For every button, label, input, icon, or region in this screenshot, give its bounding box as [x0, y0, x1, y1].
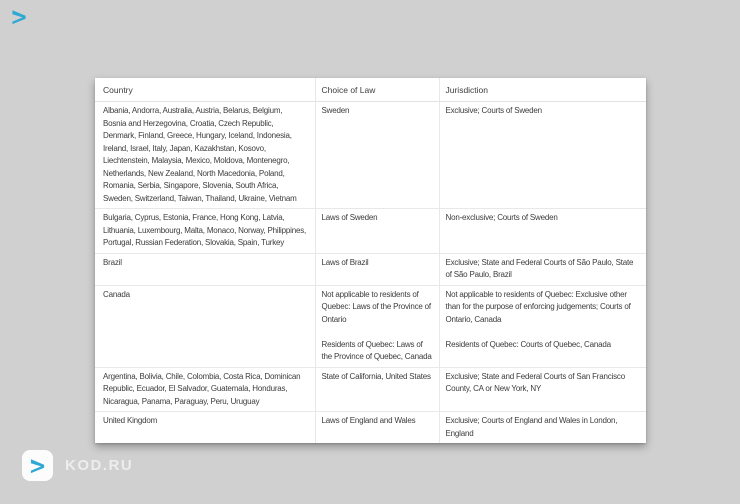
jurisdiction-table-card	[95, 78, 646, 443]
cell-jurisdiction	[439, 367, 646, 412]
kod-logo-arrow-icon	[28, 456, 47, 475]
cell-jurisdiction	[439, 102, 646, 209]
kod-logo	[22, 450, 53, 481]
cell-jurisdiction	[439, 412, 646, 444]
cell-paragraph: Argentina, Bolivia, Chile, Colombia, Costa Rica, Dominican Republic, Ecuador, El Salvador, Guatemala, Honduras, Nicaragua, Panama, Paraguay, Peru, Uruguay	[103, 371, 301, 406]
cell-choice_of_law	[315, 253, 439, 285]
cell-country	[95, 209, 315, 254]
cell-paragraph: Not applicable to residents of Quebec: Exclusive other than for the purpose of enforcing judgements; Courts of Ontario, Canada	[445, 289, 631, 324]
cell-jurisdiction	[439, 253, 646, 285]
table-row	[95, 367, 646, 412]
cell-paragraph: Canada	[103, 289, 130, 299]
cell-paragraph: Laws of England and Wales	[321, 416, 416, 425]
cell-choice_of_law	[315, 102, 439, 209]
kod-watermark	[22, 450, 133, 481]
table-row	[95, 102, 646, 209]
cell-choice_of_law	[315, 412, 439, 444]
cell-paragraph: Sweden	[321, 106, 350, 115]
cell-choice_of_law	[315, 367, 439, 412]
cell-country	[95, 367, 315, 412]
cell-paragraph: Residents of Quebec: Laws of the Province of Quebec, Canada	[321, 339, 432, 361]
cell-paragraph: State of California, United States	[321, 371, 431, 381]
table-row	[95, 285, 646, 367]
cell-paragraph: Exclusive; State and Federal Courts of São Paulo, State of São Paulo, Brazil	[445, 257, 634, 279]
kod-arrow-icon	[9, 7, 29, 26]
cell-jurisdiction	[439, 285, 646, 367]
cell-paragraph: Residents of Quebec: Courts of Quebec, Canada	[445, 339, 611, 349]
cell-country	[95, 412, 315, 444]
table-row	[95, 412, 646, 444]
cell-paragraph: Albania, Andorra, Australia, Austria, Belarus, Belgium, Bosnia and Herzegovina, Croatia, Czech Republic, Denmark, Finland, Greece, Hungary, Iceland, Indonesia, Ireland, Israel, Italy, Japan, Kazakhstan, Kosovo, Liechtenstein, Malaysia, Mexico, Moldova, Montenegro, Netherlands, New Zealand, North Macedonia, Poland, Romania, Serbia, Singapore, Slovenia, South Africa, Sweden, Switzerland, Taiwan, Thailand, Ukraine, Vietnam	[103, 106, 297, 203]
cell-paragraph: Exclusive; State and Federal Courts of San Francisco County, CA or New York, NY	[445, 371, 625, 393]
cell-paragraph: Exclusive; Courts of England and Wales in London, England	[445, 416, 618, 438]
column-header: Jurisdiction	[439, 78, 646, 102]
table-row	[95, 253, 646, 285]
cell-country	[95, 285, 315, 367]
jurisdiction-table	[95, 78, 646, 443]
cell-paragraph: Laws of Brazil	[321, 257, 369, 267]
cell-paragraph: Not applicable to residents of Quebec: Laws of the Province of Ontario	[321, 289, 431, 324]
table-body	[95, 102, 646, 444]
cell-paragraph: Laws of Sweden	[321, 213, 378, 222]
kod-brand-text: KOD.RU	[65, 457, 134, 474]
cell-paragraph: Exclusive; Courts of Sweden	[445, 106, 542, 115]
cell-choice_of_law	[315, 209, 439, 254]
cell-country	[95, 102, 315, 209]
column-header: Choice of Law	[315, 78, 439, 102]
cell-country	[95, 253, 315, 285]
cell-paragraph: Brazil	[103, 257, 122, 267]
cell-paragraph: United Kingdom	[103, 416, 158, 425]
cell-jurisdiction	[439, 209, 646, 254]
cell-choice_of_law	[315, 285, 439, 367]
column-header: Country	[95, 78, 315, 102]
cell-paragraph: Bulgaria, Cyprus, Estonia, France, Hong Kong, Latvia, Lithuania, Luxembourg, Malta, Monaco, Norway, Philippines, Portugal, Russian Federation, Slovakia, Spain, Turkey	[103, 213, 307, 247]
table-row	[95, 209, 646, 254]
table-header-row	[95, 78, 646, 102]
cell-paragraph: Non-exclusive; Courts of Sweden	[445, 213, 558, 222]
